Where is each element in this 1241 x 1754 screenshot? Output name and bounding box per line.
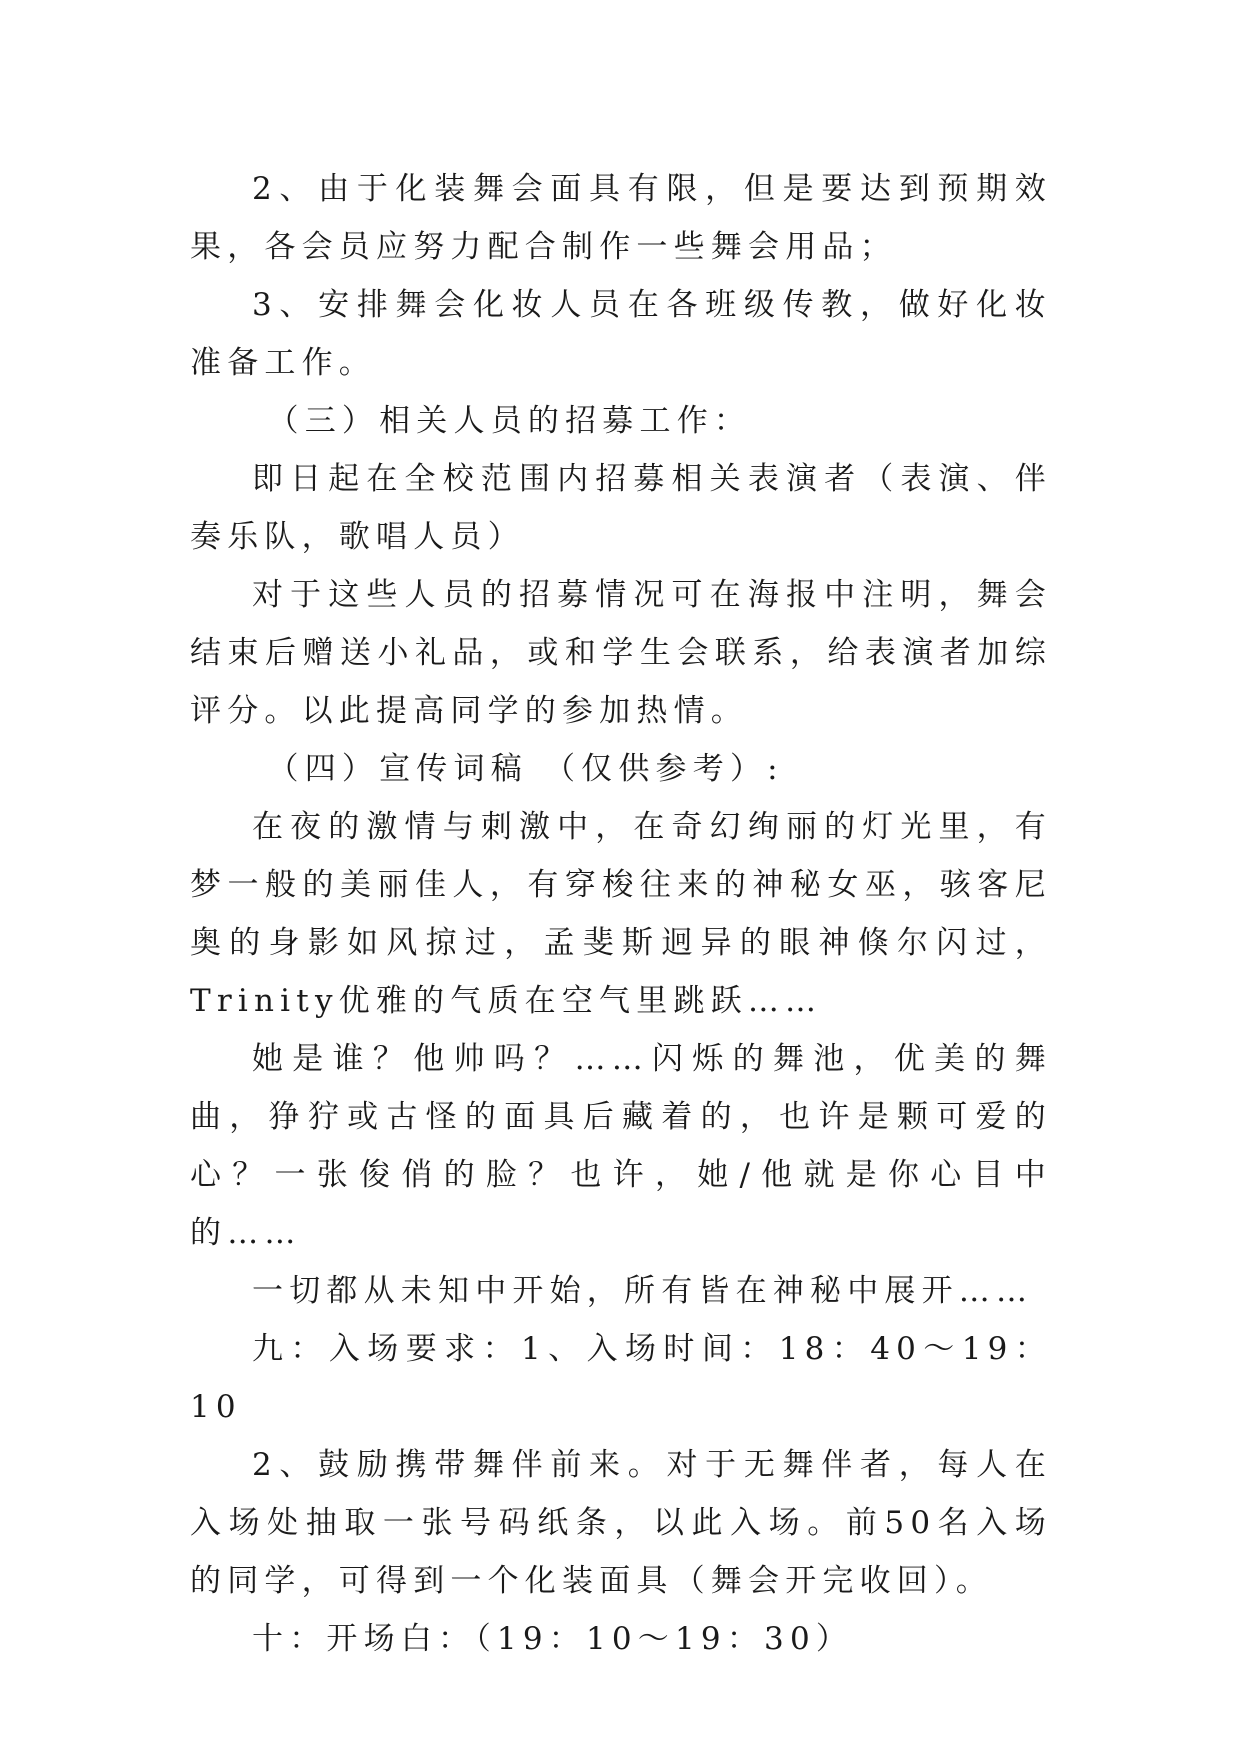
paragraph-opening-remarks: 十：开场白：（19：10～19：30） — [252, 1621, 854, 1657]
section-heading-promo-copy: （四）宣传词稿 （仅供参考）: — [267, 751, 784, 787]
paragraph-recruitment-incentives: 对于这些人员的招募情况可在海报中注明，舞会结束后赠送小礼品，或和学生会联系，给表演者加综评分。以此提高同学的参加热情。 — [190, 577, 1052, 729]
document-body — [190, 160, 1052, 1668]
section-heading-recruitment: （三）相关人员的招募工作： — [267, 403, 752, 439]
paragraph-recruit-performers: 即日起在全校范围内招募相关表演者（表演、伴奏乐队，歌唱人员） — [190, 461, 1052, 555]
paragraph-masks-preparation: 2、由于化装舞会面具有限，但是要达到预期效果，各会员应努力配合制作一些舞会用品； — [190, 171, 1052, 265]
paragraph-dance-partners: 2、鼓励携带舞伴前来。对于无舞伴者，每人在入场处抽取一张号码纸条，以此入场。前50名入场的同学，可得到一个化装面具（舞会开完收回）。 — [190, 1447, 1052, 1599]
paragraph-promo-night: 在夜的激情与刺激中，在奇幻绚丽的灯光里，有梦一般的美丽佳人，有穿梭往来的神秘女巫，骇客尼奥的身影如风掠过，孟斐斯迥异的眼神倏尔闪过，Trinity优雅的气质在空气里跳跃…… — [190, 809, 1052, 1019]
paragraph-promo-mystery: 一切都从未知中开始，所有皆在神秘中展开…… — [252, 1273, 1034, 1309]
paragraph-makeup-arrangement: 3、安排舞会化妆人员在各班级传教，做好化妆准备工作。 — [190, 287, 1052, 381]
paragraph-promo-questions: 她是谁？他帅吗？……闪烁的舞池，优美的舞曲，狰狞或古怪的面具后藏着的，也许是颗可爱的心？一张俊俏的脸？也许，她/他就是你心目中的…… — [190, 1041, 1052, 1251]
paragraph-entry-requirements: 九：入场要求：1、入场时间：18：40～19：10 — [190, 1331, 1052, 1425]
